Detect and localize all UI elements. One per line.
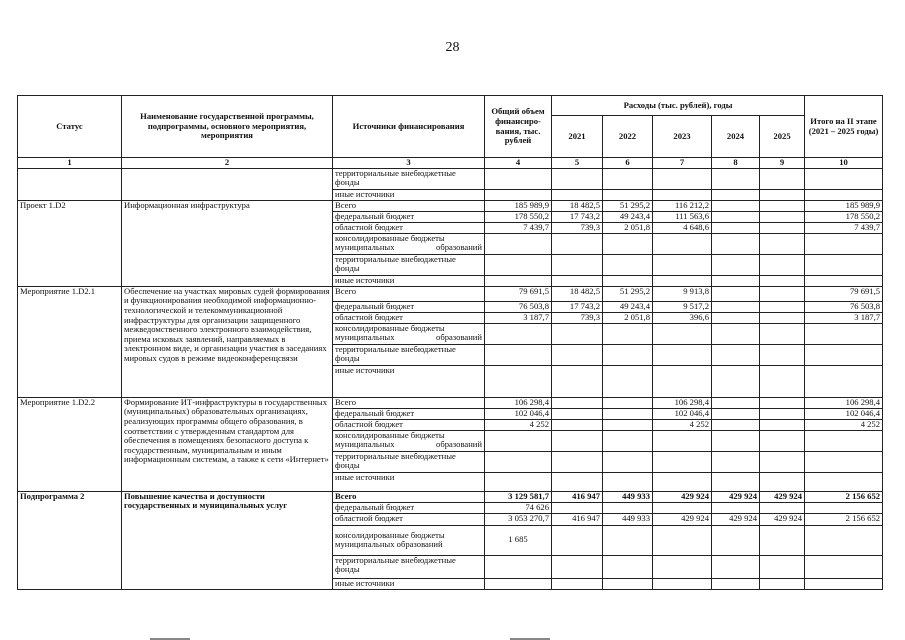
value-cell [653,254,712,275]
value-cell [653,365,712,397]
col-number: 4 [485,158,552,169]
value-cell: 106 298,4 [653,397,712,408]
value-cell: 74 626 [485,502,552,513]
status-cell: Мероприятие 1.D2.1 [18,286,122,397]
source-cell: Всего [333,286,485,301]
source-cell: Всего [333,200,485,211]
value-cell: 429 924 [760,491,805,502]
source-cell: территориальные внебюджетные фонды [333,555,485,578]
source-cell: областной бюджет [333,222,485,233]
header-year: 2021 [552,116,603,158]
value-cell [485,430,552,451]
value-cell [603,525,653,555]
value-cell: 106 298,4 [485,397,552,408]
source-cell: федеральный бюджет [333,301,485,312]
value-cell: 102 046,4 [805,408,883,419]
col-number: 5 [552,158,603,169]
col-number: 8 [712,158,760,169]
value-cell [552,233,603,254]
value-cell [805,451,883,472]
value-cell [653,525,712,555]
value-cell [760,397,805,408]
value-cell [603,323,653,344]
value-cell: 739,3 [552,312,603,323]
value-cell [712,200,760,211]
value-cell: 396,6 [653,312,712,323]
value-cell: 18 482,5 [552,200,603,211]
value-cell [485,555,552,578]
value-cell [760,275,805,286]
value-cell [552,275,603,286]
value-cell [653,502,712,513]
value-cell [712,525,760,555]
table-row [18,200,883,211]
value-cell [805,578,883,589]
col-number: 10 [805,158,883,169]
value-cell [603,397,653,408]
value-cell: 2 051,8 [603,222,653,233]
value-cell: 51 295,2 [603,200,653,211]
value-cell: 429 924 [653,513,712,525]
status-cell: Мероприятие 1.D2.2 [18,397,122,491]
value-cell [603,555,653,578]
value-cell [653,168,712,189]
header-total: Общий объем финансиро-вания, тыс. рублей [485,96,552,158]
value-cell [603,189,653,200]
value-cell: 3 187,7 [805,312,883,323]
value-cell [712,312,760,323]
value-cell: 449 933 [603,513,653,525]
value-cell [485,275,552,286]
value-cell [805,525,883,555]
value-cell [653,578,712,589]
value-cell: 429 924 [712,491,760,502]
value-cell [712,419,760,430]
value-cell: 17 743,2 [552,211,603,222]
value-cell: 4 252 [485,419,552,430]
value-cell: 429 924 [712,513,760,525]
name-cell: Формирование ИТ-инфраструктуры в государственных (муниципальных) образовательных организациях, реализующих программы общего образования, в соответствии с утвержденным стандартом для обеспечения в помещениях безопасного доступа к государственным, муниципальным и иным информационным системам, а также к сети «Интернет» [122,397,333,491]
source-cell: Всего [333,397,485,408]
col-number: 6 [603,158,653,169]
value-cell [603,365,653,397]
source-cell: иные источники [333,472,485,491]
value-cell [603,233,653,254]
value-cell: 76 503,8 [805,301,883,312]
value-cell [712,254,760,275]
value-cell [760,365,805,397]
value-cell [760,233,805,254]
value-cell [603,275,653,286]
header-year: 2023 [653,116,712,158]
value-cell [552,323,603,344]
header-year: 2025 [760,116,805,158]
source-cell: иные источники [333,189,485,200]
name-cell [122,168,333,200]
value-cell: 9 913,8 [653,286,712,301]
value-cell [653,555,712,578]
value-cell: 185 989,9 [805,200,883,211]
value-cell: 79 691,5 [485,286,552,301]
value-cell [760,408,805,419]
value-cell [485,365,552,397]
source-cell: федеральный бюджет [333,211,485,222]
source-cell: территориальные внебюджетные фонды [333,254,485,275]
table-row [18,491,883,502]
value-cell [760,189,805,200]
value-cell [760,200,805,211]
value-cell [712,189,760,200]
source-cell: консолидированные бюджеты муниципальных образований [333,430,485,451]
value-cell [653,451,712,472]
col-number: 3 [333,158,485,169]
page-number: 28 [445,40,460,55]
col-number: 9 [760,158,805,169]
value-cell [712,365,760,397]
value-cell: 7 439,7 [805,222,883,233]
value-cell [603,472,653,491]
name-cell: Информационная инфраструктура [122,200,333,286]
value-cell: 17 743,2 [552,301,603,312]
header-year: 2024 [712,116,760,158]
value-cell [603,451,653,472]
value-cell [485,578,552,589]
value-cell [760,525,805,555]
header-expenses: Расходы (тыс. рублей), годы [552,96,805,116]
value-cell [805,430,883,451]
source-cell: областной бюджет [333,419,485,430]
value-cell [712,233,760,254]
value-cell [552,344,603,365]
value-cell [760,286,805,301]
value-cell: 4 648,6 [653,222,712,233]
value-cell [712,286,760,301]
value-cell: 739,3 [552,222,603,233]
value-cell: 178 550,2 [485,211,552,222]
value-cell: 2 051,8 [603,312,653,323]
value-cell [712,344,760,365]
value-cell [552,365,603,397]
column-numbers-row [18,158,883,169]
value-cell [805,365,883,397]
value-cell: 9 517,2 [653,301,712,312]
value-cell [712,397,760,408]
source-cell: федеральный бюджет [333,502,485,513]
value-cell [552,525,603,555]
header-name: Наименование государственной программы, подпрограммы, основного мероприятия, мероприятия [122,96,333,158]
value-cell [552,189,603,200]
status-cell: Проект 1.D2 [18,200,122,286]
value-cell: 429 924 [760,513,805,525]
value-cell [760,211,805,222]
value-cell [712,430,760,451]
value-cell [712,168,760,189]
value-cell [552,430,603,451]
source-cell: консолидированные бюджеты муниципальных образований [333,525,485,555]
value-cell [485,168,552,189]
value-cell [760,502,805,513]
value-cell: 102 046,4 [653,408,712,419]
value-cell [760,301,805,312]
value-cell [805,168,883,189]
value-cell: 429 924 [653,491,712,502]
value-cell [760,555,805,578]
value-cell [485,344,552,365]
value-cell: 111 563,6 [653,211,712,222]
value-cell [552,472,603,491]
value-cell [712,275,760,286]
value-cell [653,275,712,286]
value-cell: 2 156 652 [805,491,883,502]
source-cell: консолидированные бюджеты муниципальных образований [333,323,485,344]
value-cell [485,189,552,200]
value-cell [712,211,760,222]
value-cell [653,430,712,451]
value-cell [603,408,653,419]
value-cell [603,254,653,275]
value-cell [653,189,712,200]
value-cell: 79 691,5 [805,286,883,301]
source-cell: областной бюджет [333,513,485,525]
col-number: 7 [653,158,712,169]
value-cell: 416 947 [552,513,603,525]
source-cell: иные источники [333,578,485,589]
value-cell [653,233,712,254]
header-year: 2022 [603,116,653,158]
value-cell: 178 550,2 [805,211,883,222]
value-cell [760,323,805,344]
value-cell: 76 503,8 [485,301,552,312]
source-cell: территориальные внебюджетные фонды [333,168,485,189]
value-cell [552,451,603,472]
value-cell [712,301,760,312]
value-cell: 49 243,4 [603,211,653,222]
value-cell: 416 947 [552,491,603,502]
value-cell: 3 129 581,7 [485,491,552,502]
value-cell [760,430,805,451]
source-cell: территориальные внебюджетные фонды [333,451,485,472]
header-sources: Источники финансирования [333,96,485,158]
value-cell: 116 212,2 [653,200,712,211]
value-cell [712,472,760,491]
value-cell [485,233,552,254]
value-cell [805,254,883,275]
value-cell [712,222,760,233]
source-cell: иные источники [333,275,485,286]
value-cell: 51 295,2 [603,286,653,301]
value-cell: 449 933 [603,491,653,502]
header-status: Статус [18,96,122,158]
value-cell [805,189,883,200]
source-cell: консолидированные бюджеты муниципальных образований [333,233,485,254]
value-cell [760,578,805,589]
value-cell [653,323,712,344]
value-cell [760,472,805,491]
status-cell [18,168,122,200]
value-cell: 49 243,4 [603,301,653,312]
value-cell [485,472,552,491]
value-cell [760,344,805,365]
value-cell [603,344,653,365]
value-cell [760,168,805,189]
header-stage-total: Итого на II этапе (2021 – 2025 годы) [805,96,883,158]
value-cell: 4 252 [805,419,883,430]
value-cell: 1 685 [485,525,552,555]
value-cell [603,168,653,189]
value-cell [552,168,603,189]
value-cell: 102 046,4 [485,408,552,419]
value-cell [805,323,883,344]
col-number: 2 [122,158,333,169]
value-cell [760,419,805,430]
value-cell [712,578,760,589]
source-cell: иные источники [333,365,485,397]
table-row [18,168,883,189]
source-cell: областной бюджет [333,312,485,323]
value-cell [552,555,603,578]
value-cell [712,555,760,578]
value-cell [552,578,603,589]
table-row [18,397,883,408]
status-cell: Подпрограмма 2 [18,491,122,589]
value-cell [805,275,883,286]
value-cell [712,323,760,344]
value-cell: 7 439,7 [485,222,552,233]
value-cell [603,578,653,589]
value-cell [712,502,760,513]
value-cell [552,254,603,275]
value-cell [485,323,552,344]
value-cell: 3 187,7 [485,312,552,323]
col-number: 1 [18,158,122,169]
value-cell [653,472,712,491]
value-cell [805,502,883,513]
value-cell [805,472,883,491]
value-cell [552,419,603,430]
value-cell [603,419,653,430]
name-cell: Повышение качества и доступности государственных и муниципальных услуг [122,491,333,589]
value-cell [552,502,603,513]
value-cell: 2 156 652 [805,513,883,525]
value-cell [485,451,552,472]
value-cell [760,254,805,275]
value-cell [760,312,805,323]
value-cell: 4 252 [653,419,712,430]
value-cell: 3 053 270,7 [485,513,552,525]
value-cell [603,430,653,451]
value-cell [552,408,603,419]
name-cell: Обеспечение на участках мировых судей формирования и функционирования необходимой информационно-технологической и телекоммуникационной инфраструктуры для организации защищенного межведомственного электронного взаимодействия, приема исковых заявлений, направляемых в электронном виде, и организации участия в заседаниях мировых судов в режиме видеоконференцсвязи [122,286,333,397]
value-cell [805,555,883,578]
value-cell [760,451,805,472]
value-cell [603,502,653,513]
value-cell [712,408,760,419]
value-cell [805,233,883,254]
value-cell: 185 989,9 [485,200,552,211]
source-cell: федеральный бюджет [333,408,485,419]
table-row [18,286,883,301]
value-cell: 106 298,4 [805,397,883,408]
value-cell [653,344,712,365]
value-cell [805,344,883,365]
financing-table [17,95,883,590]
value-cell [760,222,805,233]
value-cell [552,397,603,408]
value-cell [712,451,760,472]
value-cell: 18 482,5 [552,286,603,301]
source-cell: Всего [333,491,485,502]
value-cell [485,254,552,275]
source-cell: территориальные внебюджетные фонды [333,344,485,365]
